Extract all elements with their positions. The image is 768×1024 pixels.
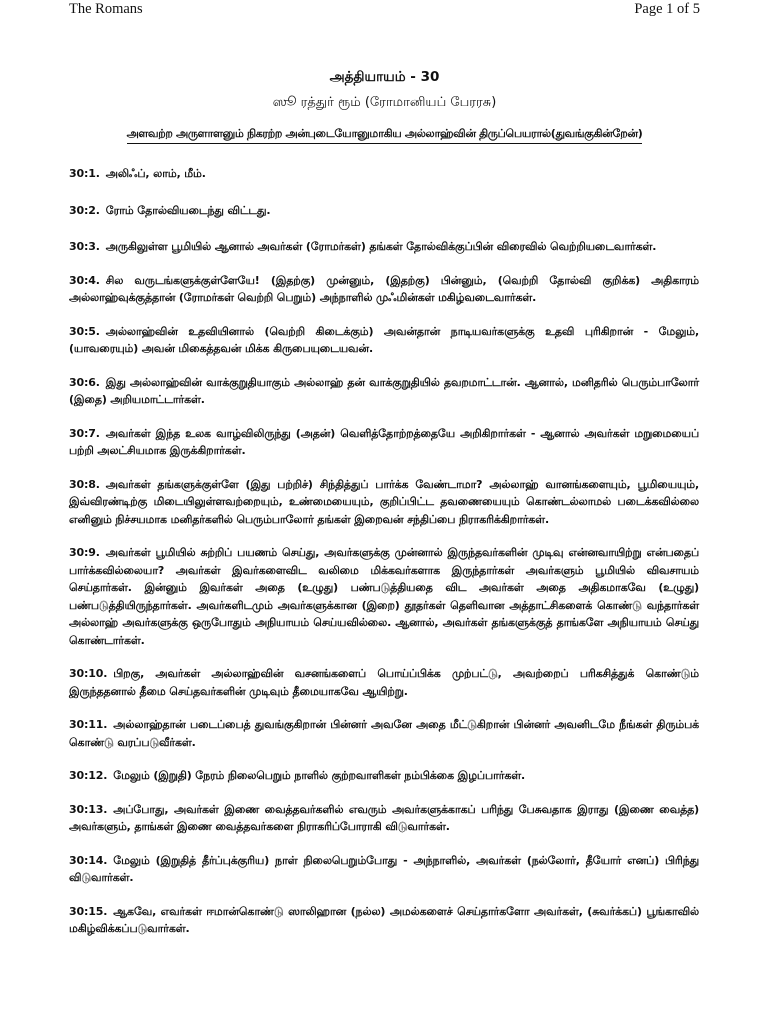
verse: [69, 801, 699, 836]
verse: [69, 202, 699, 220]
page-header: [69, 0, 700, 22]
chapter-title: அத்தியாயம் - 30: [329, 69, 440, 85]
verse-text: மேலும் (இறுதி) நேரம் நிலைபெறும் நாளில் குற்றவாளிகள் நம்பிக்கை இழப்பார்கள்.: [113, 769, 526, 782]
verse: [69, 238, 699, 256]
verse-number: 30:3.: [69, 240, 100, 253]
verse: [69, 165, 699, 183]
verse-text: ரோம் தோல்வியடைந்து விட்டது.: [105, 203, 271, 217]
verse-text: அல்லாஹ்தான் படைப்பைத் துவங்குகிறான் பின்னர் அவனே அதை மீட்டுகிறான் பின்னர் அவனிடமே நீங்கள் திரும்பக் கொண்டு வரப்படுவீர்கள்.: [69, 718, 699, 749]
document-title: The Romans: [69, 1, 143, 17]
bismillah-line: [69, 122, 700, 144]
verse: [69, 425, 699, 460]
verse-text: அல்லாஹ்வின் உதவியினால் (வெற்றி கிடைக்கும்) அவன்தான் நாடியவர்களுக்கு உதவி புரிகிறான் - மேலும், (யாவரையும்) அவன் மிகைத்தவன் மிக்க கிருபையுடையவன்.: [69, 324, 699, 355]
bismillah-text: அளவற்ற அருளாளனும் நிகரற்ற அன்புடையோனுமாகிய அல்லாஹ்வின் திருப்பெயரால்(துவங்குகின்றேன்): [127, 126, 643, 144]
verse-number: 30:5.: [69, 324, 100, 338]
verse-number: 30:10.: [69, 667, 108, 680]
verse-text: அவர்கள் பூமியில் சுற்றிப் பயணம் செய்து, அவர்களுக்கு முன்னால் இருந்தவர்களின் முடிவு என்னவாயிற்று என்பதைப் பார்க்கவில்லையா? அவர்கள் இவர்களைவிட வலிமை மிக்கவர்களாக இருந்தார்கள் அவர்களும் பூமியில் விவசாயம் செய்தார்கள். இன்னும் இவர்கள் அதை (உழுது) பண்படுத்தியதை விட அவர்கள் அதை அதிகமாகவே (உழுது) பண்படுத்தியிருந்தார்கள். அவர்களிடமும் அவர்களுக்கான (இறை) தூதர்கள் தெளிவான அத்தாட்சிகளைக் கொண்டு வந்தார்கள் அல்லாஹ் அவர்களுக்கு ஒருபோதும் அநியாயம் செய்யவில்லை. ஆனால், அவர்கள் தங்களுக்குத் தாங்களே அநியாயம் செய்து கொண்டார்கள்.: [69, 546, 699, 647]
verse-number: 30:8.: [69, 477, 100, 491]
verse-number: 30:4.: [69, 273, 100, 287]
verse: [69, 903, 699, 938]
verse: [69, 374, 699, 409]
verse-text: பிறகு, அவர்கள் அல்லாஹ்வின் வசனங்களைப் பொய்ப்பிக்க முற்பட்டு, அவற்றைப் பரிகசித்துக் கொண்டும் இருந்ததனால் தீமை செய்தவர்களின் முடிவும் தீமையாகவே ஆயிற்று.: [69, 667, 699, 698]
verse-text: அலிஃப், லாம், மீம்.: [105, 167, 206, 180]
verse-text: மேலும் (இறுதித் தீர்ப்புக்குரிய) நாள் நிலைபெறும்போது - அந்நாளில், அவர்கள் (நல்லோர், தீயோர் எனப்) பிரிந்து விடுவார்கள்.: [69, 853, 699, 884]
verse-text: அருகிலுள்ள பூமியில் ஆனால் அவர்கள் (ரோமர்கள்) தங்கள் தோல்விக்குப்பின் விரைவில் வெற்றியடைவார்கள்.: [105, 240, 657, 253]
verse: [69, 272, 699, 307]
verse-text: இது அல்லாஹ்வின் வாக்குறுதியாகும் அல்லாஹ் தன் வாக்குறுதியில் தவறமாட்டான். ஆனால், மனிதரில் பெரும்பாலோர் (இதை) அறியமாட்டார்கள்.: [69, 375, 699, 406]
verse-number: 30:9.: [69, 546, 100, 559]
verse-number: 30:11.: [69, 718, 108, 731]
verse-number: 30:14.: [69, 853, 108, 867]
verse: [69, 767, 699, 785]
verse-text: சில வருடங்களுக்குள்ளேயே! (இதற்கு) முன்னும், (இதற்கு) பின்னும், (வெற்றி தோல்வி குறிக்க) அதிகாரம் அல்லாஹ்வுக்குத்தான் (ரோமர்கள் வெற்றி பெறும்) அந்நாளில் முஃமின்கள் மகிழ்வடைவார்கள்.: [69, 273, 699, 304]
verse-number: 30:15.: [69, 904, 108, 918]
verse-number: 30:13.: [69, 802, 108, 816]
verse-text: ஆகவே, எவர்கள் ஈமான்கொண்டு ஸாலிஹான (நல்ல) அமல்களைச் செய்தார்களோ அவர்கள், (சுவர்க்கப்) பூங்காவில் மகிழ்விக்கப்படுவார்கள்.: [69, 904, 699, 935]
verse: [69, 323, 699, 358]
chapter-heading: [69, 66, 700, 144]
verse: [69, 476, 699, 529]
verse-text: அவர்கள் தங்களுக்குள்ளே (இது பற்றிச்) சிந்தித்துப் பார்க்க வேண்டாமா? அல்லாஹ் வானங்களையும், பூமியையும், இவ்விரண்டிற்கு மிடையிலுள்ளவற்றையும், உண்மையையும், குறிப்பிட்ட தவணையையும் கொண்டல்லாமல் படைக்கவில்லை எனினும் நிச்சயமாக மனிதர்களில் பெரும்பாலோர் தங்கள் இறைவன் சந்திப்பை நிராகரிக்கிறார்கள்.: [69, 477, 699, 526]
verse: [69, 716, 699, 751]
verse: [69, 544, 699, 649]
surah-name: ஸூ ரத்துர் ரூம் (ரோமானியப் பேரரசு): [272, 95, 497, 110]
verse-number: 30:12.: [69, 769, 108, 782]
verse-text: அவர்கள் இந்த உலக வாழ்விலிருந்து (அதன்) வெளித்தோற்றத்தையே அறிகிறார்கள் - ஆனால் அவர்கள் மறுமையைப் பற்றி அலட்சியமாக இருக்கிறார்கள்.: [69, 426, 699, 457]
page-number: Page 1 of 5: [634, 1, 700, 17]
verse-number: 30:2.: [69, 203, 100, 217]
verse: [69, 665, 699, 700]
verse-number: 30:7.: [69, 426, 100, 440]
verse-number: 30:6.: [69, 375, 100, 389]
verse-number: 30:1.: [69, 167, 100, 180]
verse: [69, 852, 699, 887]
verse-text: அப்போது, அவர்கள் இணை வைத்தவர்களில் எவரும் அவர்களுக்காகப் பரிந்து பேசுவதாக இராது (இணை வைத்த) அவர்களும், தாங்கள் இணை வைத்தவர்களை நிராகரிப்போராகி விடுவார்கள்.: [69, 802, 699, 833]
verse-list: [69, 165, 699, 938]
